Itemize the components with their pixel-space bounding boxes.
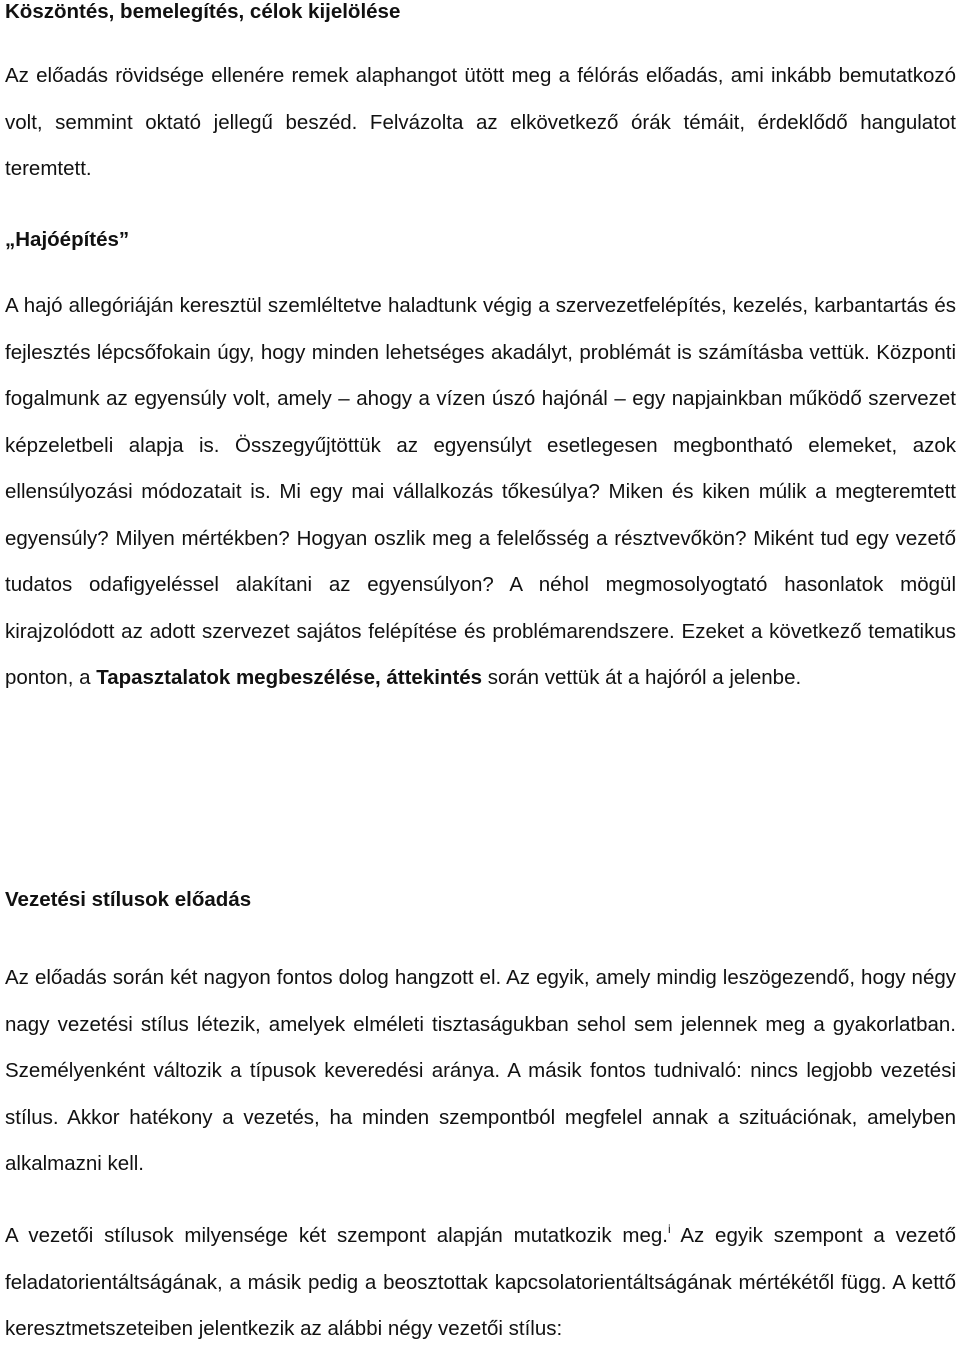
section-paragraph-shipbuilding: [5, 283, 956, 702]
paragraph-text-before-bold: A hajó allegóriáján keresztül szemléltetve haladtunk végig a szervezetfelépítés, kezelés, karbantartás és fejlesztés lépcsőfokain úgy, hogy minden lehetséges akadályt, problémát is számításba vettük. Központi fogalmunk az egyensúly volt, amely – ahogy a vízen úszó hajónál – egy napjainkban működő szervezet képzeletbeli alapja is. Összegyűjtöttük az egyensúlyt esetlegesen megbontható elemeket, azok ellensúlyozási módozatait is. Mi egy mai vállalkozás tőkesúlya? Miken és kiken múlik a megteremtett egyensúly? Milyen mértékben? Hogyan oszlik meg a felelősség a résztvevőkön? Miként tud egy vezető tudatos odafigyeléssel alakítani az egyensúlyon? A néhol megmosolyogtató hasonlatok mögül kirajzolódott az adott szervezet sajátos felépítése és problémarendszere. Ezeket a következő tematikus ponton, a: [5, 294, 956, 689]
section-heading-shipbuilding: „Hajóépítés”: [5, 228, 130, 251]
section-paragraph-leadership-styles: Az előadás során két nagyon fontos dolog hangzott el. Az egyik, amely mindig leszögezendő, hogy négy nagy vezetési stílus létezik, amelyek elméleti tisztaságukban sehol sem jelennek meg a gyakorlatban. Személyenként változik a típusok keveredési aránya. A másik fontos tudnivaló: nincs legjobb vezetési stílus. Akkor hatékony a vezetés, ha minden szempontból megfelel annak a szituációnak, amelyben alkalmazni kell.: [5, 966, 956, 1175]
paragraph-text-before-note: A vezetői stílusok milyensége két szempont alapján mutatkozik meg.: [5, 1224, 668, 1247]
footnote-marker[interactable]: i: [667, 1222, 671, 1236]
bold-topic-text: Tapasztalatok megbeszélése, áttekintés: [96, 666, 483, 689]
section-paragraph-leadership-dimensions: [5, 1213, 956, 1353]
paragraph-text-after-bold: során vettük át a hajóról a jelenbe.: [482, 666, 802, 689]
paragraph-text-after-note: Az egyik szempont a vezető feladatorientáltságának, a másik pedig a beosztottak kapcsolatorientáltságának mértékétől függ. A kettő keresztmetszeteiben jelentkezik az alábbi négy vezetői stílus:: [5, 1224, 956, 1340]
section-heading-leadership-styles: Vezetési stílusok előadás: [5, 888, 252, 911]
section-paragraph-welcome: Az előadás rövidsége ellenére remek alaphangot ütött meg a félórás előadás, ami inkább bemutatkozó volt, semmint oktató jellegű beszéd. Felvázolta az elkövetkező órák témáit, érdeklődő hangulatot teremtett.: [5, 64, 956, 180]
section-heading-welcome: Köszöntés, bemelegítés, célok kijelölése: [5, 0, 401, 23]
